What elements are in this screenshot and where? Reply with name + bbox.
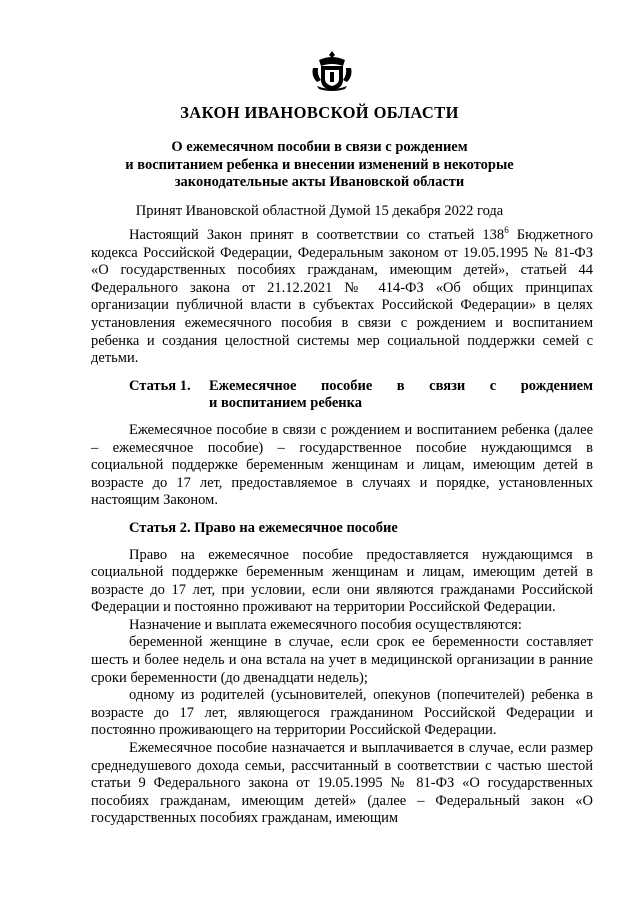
article-2-heading: Статья 2. Право на ежемесячное пособие (129, 519, 398, 536)
subtitle-line: О ежемесячном пособии в связи с рождением (171, 139, 468, 155)
ivanovo-coat-of-arms-icon (309, 48, 355, 94)
title-word: пособие (320, 377, 373, 394)
article-2-paragraph: Право на ежемесячное пособие предоставляется нуждающимся в социальной поддержке беременным женщинам и лицам, имеющим детей в возрасте до 17 лет, при условии, если они являются гражданами Российской Федерации и постоянно проживают на территории Российской Федерации. (91, 546, 593, 616)
title-word: Ежемесячное (209, 377, 297, 394)
title-word: связи (429, 377, 466, 394)
law-title: ЗАКОН ИВАНОВСКОЙ ОБЛАСТИ (180, 103, 459, 122)
superscript: 6 (504, 225, 509, 236)
article-1-title (209, 378, 593, 413)
preamble-paragraph (91, 227, 593, 368)
article-1-heading (91, 378, 593, 413)
subtitle-line: законодательные акты Ивановской области (174, 174, 465, 190)
adoption-note: Принят Ивановской областной Думой 15 декабря 2022 года (135, 203, 504, 219)
title-word: рождением (520, 377, 593, 394)
preamble-text-start: Настоящий Закон принят в соответствии со статьей 138 (129, 227, 505, 243)
article-2-paragraph: Назначение и выплата ежемесячного пособия осуществляются: (129, 616, 522, 633)
subtitle-line: и воспитанием ребенка и внесении изменений в некоторые (125, 156, 514, 173)
article-1-number: Статья 1. (129, 377, 191, 394)
title-word: с (489, 377, 497, 394)
article-2-paragraph: беременной женщине в случае, если срок ее беременности составляет шесть и более недель и она встала на учет в медицинской организации в ранние сроки беременности (до двенадцати недель); (91, 634, 593, 686)
title-word: в (396, 377, 405, 394)
article-1-title-line2: и воспитанием ребенка (209, 395, 363, 412)
preamble-text-end: Бюджетного кодекса Российской Федерации, Федеральным законом от 19.05.1995 № 81-ФЗ «О государственных пособиях гражданам, имеющим детей», статьей 44 Федерального закона от 21.12.2021 № 414-ФЗ «Об общих принципах организации публичной власти в субъектах Российской Федерации» в целях установления ежемесячного пособия в связи с рождением и воспитанием ребенка и создания целостной системы мер социальной поддержки семей с детьми. (91, 227, 593, 367)
law-subtitle (96, 139, 543, 192)
article-1-paragraph: Ежемесячное пособие в связи с рождением и воспитанием ребенка (далее – ежемесячное пособие) – государственное пособие нуждающимся в социальной поддержке беременным женщинам и лицам, имеющим детей в возрасте до 17 лет, предоставляемое в случаях и порядке, установленных настоящим Законом. (91, 421, 593, 509)
article-2-paragraph: одному из родителей (усыновителей, опекунов (попечителей) ребенка в возрасте до 17 лет, являющегося гражданином Российской Федерации и постоянно проживающего на территории Российской Федерации. (91, 687, 593, 739)
law-body (91, 227, 593, 828)
article-2-paragraph: Ежемесячное пособие назначается и выплачивается в случае, если размер среднедушевого дохода семьи, рассчитанный в соответствии с частью шестой статьи 9 Федерального закона от 19.05.1995 № 81-ФЗ «О государственных пособиях гражданам, имеющим детей» (далее – Федеральный закон «О государственных пособиях гражданам, имеющим (91, 740, 593, 827)
